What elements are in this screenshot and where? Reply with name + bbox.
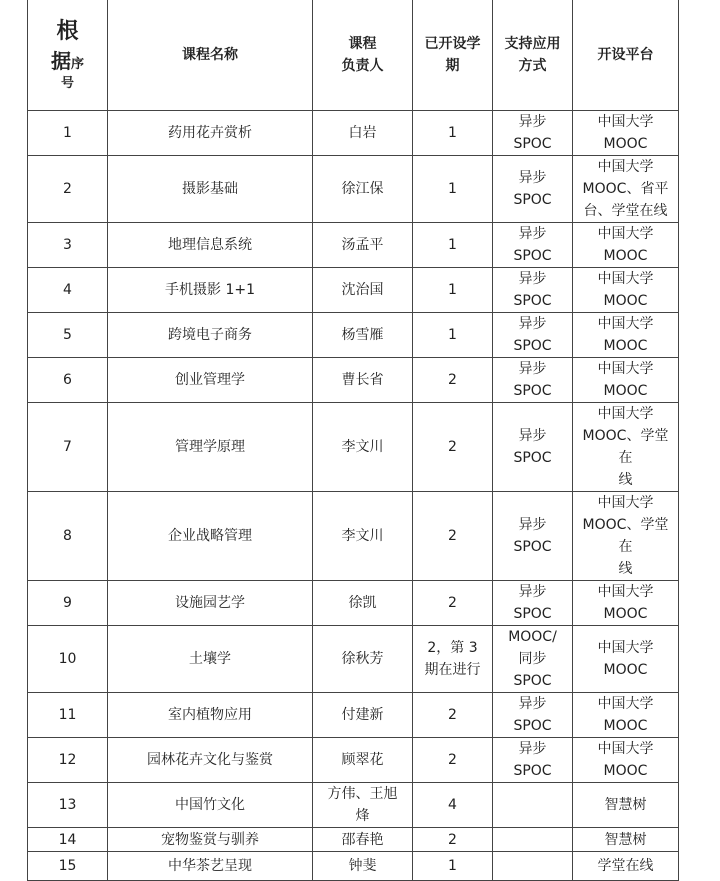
- cell-mode: [493, 828, 573, 852]
- cell-terms: 1: [413, 268, 493, 313]
- cell-course-lead: 沈治国: [313, 268, 413, 313]
- header-index-line3: 号: [60, 75, 74, 91]
- cell-platform: 中国大学 MOOC: [573, 693, 679, 738]
- cell-platform: 中国大学 MOOC: [573, 738, 679, 783]
- cell-index: 7: [28, 403, 108, 492]
- cell-terms: 1: [413, 111, 493, 156]
- cell-terms: 2: [413, 358, 493, 403]
- cell-course-name: 手机摄影 1+1: [108, 268, 313, 313]
- cell-course-name: 宠物鉴赏与驯养: [108, 828, 313, 852]
- cell-index: 12: [28, 738, 108, 783]
- cell-mode: 异步 SPOC: [493, 111, 573, 156]
- cell-terms: 2: [413, 828, 493, 852]
- cell-index: 9: [28, 581, 108, 626]
- cell-index: 11: [28, 693, 108, 738]
- cell-mode: 异步 SPOC: [493, 492, 573, 581]
- cell-mode: 异步 SPOC: [493, 738, 573, 783]
- cell-course-lead: 方伟、王旭 烽: [313, 783, 413, 828]
- cell-course-lead: 徐凯: [313, 581, 413, 626]
- table-header-row: [28, 0, 679, 111]
- cell-index: 8: [28, 492, 108, 581]
- cell-platform: 智慧树: [573, 828, 679, 852]
- cell-index: 6: [28, 358, 108, 403]
- cell-mode: 异步 SPOC: [493, 693, 573, 738]
- cell-mode: 异步 SPOC: [493, 268, 573, 313]
- cell-index: 14: [28, 828, 108, 852]
- cell-index: 2: [28, 156, 108, 223]
- table-row: [28, 693, 679, 738]
- header-terms: 已开设学 期: [413, 0, 493, 111]
- cell-course-lead: 付建新: [313, 693, 413, 738]
- cell-terms: 1: [413, 223, 493, 268]
- cell-index: 10: [28, 626, 108, 693]
- cell-course-name: 中华茶艺呈现: [108, 852, 313, 881]
- cell-terms: 2: [413, 738, 493, 783]
- cell-course-name: 中国竹文化: [108, 783, 313, 828]
- cell-index: 1: [28, 111, 108, 156]
- cell-course-name: 企业战略管理: [108, 492, 313, 581]
- cell-mode: 异步 SPOC: [493, 313, 573, 358]
- cell-course-lead: 钟斐: [313, 852, 413, 881]
- cell-platform: 中国大学 MOOC: [573, 358, 679, 403]
- cell-course-name: 室内植物应用: [108, 693, 313, 738]
- cell-mode: 异步 SPOC: [493, 358, 573, 403]
- cell-terms: 4: [413, 783, 493, 828]
- cell-index: 13: [28, 783, 108, 828]
- cell-platform: 智慧树: [573, 783, 679, 828]
- table-row: [28, 492, 679, 581]
- cell-mode: 异步 SPOC: [493, 581, 573, 626]
- cell-course-lead: 顾翠花: [313, 738, 413, 783]
- table-row: [28, 111, 679, 156]
- cell-platform: 中国大学 MOOC、省平 台、学堂在线: [573, 156, 679, 223]
- table-row: [28, 156, 679, 223]
- cell-course-lead: 邵春艳: [313, 828, 413, 852]
- cell-course-lead: 曹长省: [313, 358, 413, 403]
- cell-course-name: 土壤学: [108, 626, 313, 693]
- cell-course-lead: 白岩: [313, 111, 413, 156]
- cell-course-name: 园林花卉文化与鉴赏: [108, 738, 313, 783]
- cell-course-lead: 杨雪雁: [313, 313, 413, 358]
- header-index-line2b: 序: [70, 56, 84, 72]
- cell-course-name: 药用花卉赏析: [108, 111, 313, 156]
- cell-course-lead: 徐秋芳: [313, 626, 413, 693]
- cell-terms: 2: [413, 492, 493, 581]
- cell-course-name: 摄影基础: [108, 156, 313, 223]
- header-platform: 开设平台: [573, 0, 679, 111]
- cell-platform: 中国大学 MOOC: [573, 581, 679, 626]
- table-row: [28, 223, 679, 268]
- header-index-line2a: 据: [50, 48, 71, 73]
- cell-course-name: 创业管理学: [108, 358, 313, 403]
- cell-course-name: 跨境电子商务: [108, 313, 313, 358]
- cell-course-name: 地理信息系统: [108, 223, 313, 268]
- cell-index: 3: [28, 223, 108, 268]
- cell-terms: 2: [413, 581, 493, 626]
- cell-platform: 中国大学 MOOC、学堂在 线: [573, 403, 679, 492]
- cell-terms: 1: [413, 313, 493, 358]
- cell-terms: 2，第 3 期在进行: [413, 626, 493, 693]
- table-row: [28, 783, 679, 828]
- cell-terms: 1: [413, 852, 493, 881]
- header-index: [28, 0, 108, 111]
- cell-platform: 中国大学 MOOC: [573, 268, 679, 313]
- cell-course-lead: 李文川: [313, 492, 413, 581]
- cell-index: 4: [28, 268, 108, 313]
- cell-course-name: 管理学原理: [108, 403, 313, 492]
- cell-mode: 异步 SPOC: [493, 223, 573, 268]
- table-row: [28, 358, 679, 403]
- cell-mode: [493, 852, 573, 881]
- cell-mode: [493, 783, 573, 828]
- table-row: [28, 828, 679, 852]
- cell-mode: 异步 SPOC: [493, 156, 573, 223]
- header-course-name: 课程名称: [108, 0, 313, 111]
- header-mode: 支持应用 方式: [493, 0, 573, 111]
- cell-terms: 2: [413, 693, 493, 738]
- table-row: [28, 268, 679, 313]
- cell-platform: 中国大学 MOOC: [573, 626, 679, 693]
- header-course-lead: 课程 负责人: [313, 0, 413, 111]
- table-row: [28, 313, 679, 358]
- cell-platform: 中国大学 MOOC: [573, 313, 679, 358]
- cell-terms: 1: [413, 156, 493, 223]
- cell-index: 15: [28, 852, 108, 881]
- table-row: [28, 581, 679, 626]
- cell-terms: 2: [413, 403, 493, 492]
- cell-platform: 中国大学 MOOC: [573, 223, 679, 268]
- header-index-line1: 根: [56, 18, 79, 44]
- cell-course-lead: 李文川: [313, 403, 413, 492]
- table-row: [28, 738, 679, 783]
- table-row: [28, 403, 679, 492]
- cell-mode: MOOC/ 同步 SPOC: [493, 626, 573, 693]
- cell-course-lead: 汤孟平: [313, 223, 413, 268]
- cell-course-name: 设施园艺学: [108, 581, 313, 626]
- cell-platform: 中国大学 MOOC: [573, 111, 679, 156]
- course-table: [27, 0, 679, 881]
- table-row: [28, 852, 679, 881]
- cell-index: 5: [28, 313, 108, 358]
- cell-platform: 中国大学 MOOC、学堂在 线: [573, 492, 679, 581]
- cell-course-lead: 徐江保: [313, 156, 413, 223]
- cell-platform: 学堂在线: [573, 852, 679, 881]
- table-row: [28, 626, 679, 693]
- cell-mode: 异步 SPOC: [493, 403, 573, 492]
